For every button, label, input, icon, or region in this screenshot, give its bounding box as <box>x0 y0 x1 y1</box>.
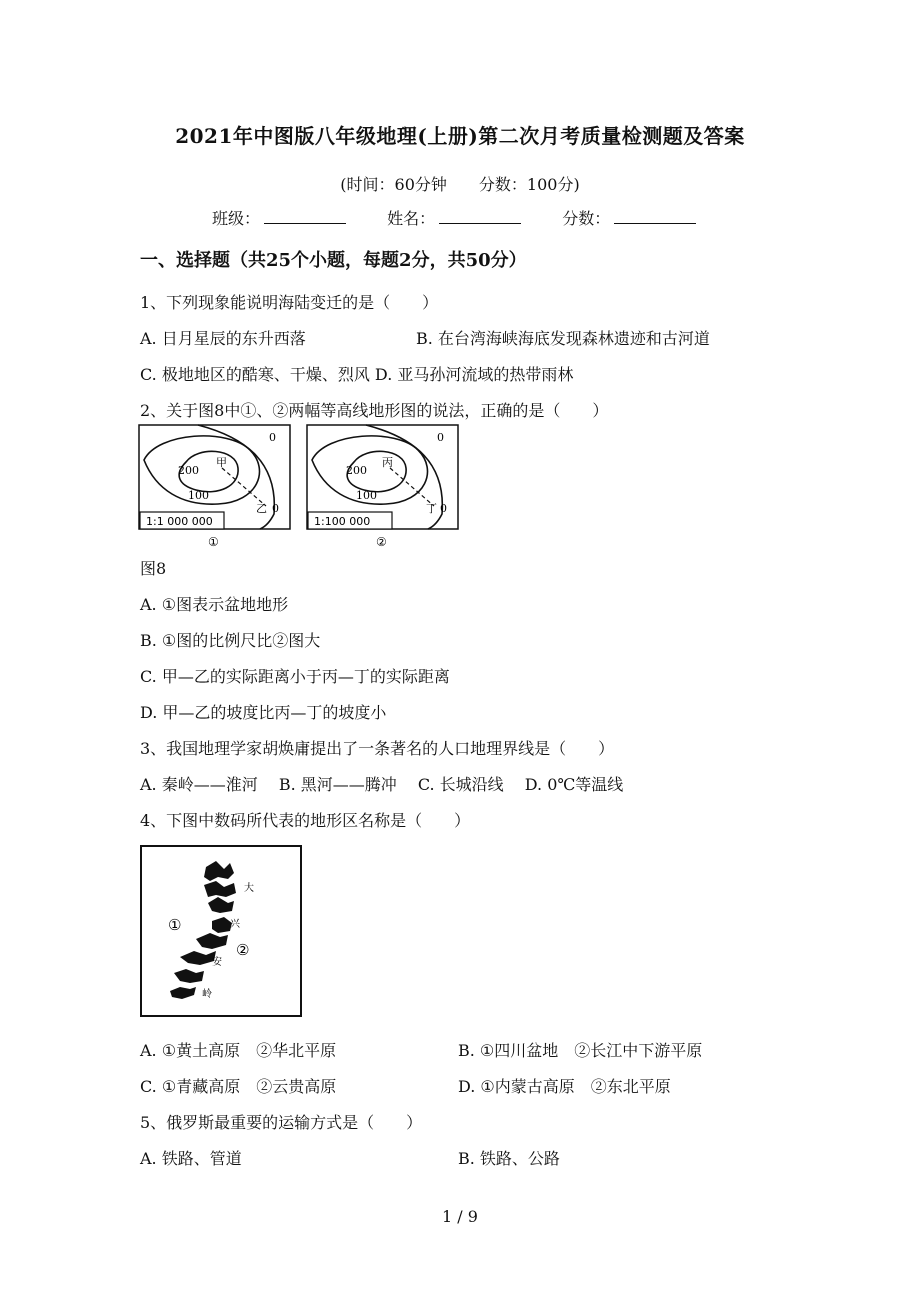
q3-stem: 3、我国地理学家胡焕庸提出了一条著名的人口地理界线是（ ） <box>140 739 615 758</box>
map1-label-100: 100 <box>188 489 209 502</box>
map1-label-0b: 0 <box>272 502 279 515</box>
map1-label-0a: 0 <box>269 431 276 444</box>
range-char-1: 大 <box>244 883 254 894</box>
map2-number: ② <box>376 535 387 549</box>
q2-option-b: B. ①图的比例尺比②图大 <box>140 631 321 650</box>
q2-option-c: C. 甲—乙的实际距离小于丙—丁的实际距离 <box>140 667 450 686</box>
score-blank <box>614 209 696 224</box>
page-number: 1 / 9 <box>442 1207 478 1226</box>
class-label: 班级： <box>212 209 261 228</box>
class-blank <box>264 209 346 224</box>
contour-map-2 <box>306 424 460 552</box>
range-char-2: 兴 <box>230 919 240 930</box>
q4-option-c: C. ①青藏高原 ②云贵高原 <box>140 1077 337 1096</box>
q2-option-a: A. ①图表示盆地地形 <box>140 595 289 614</box>
q2-option-d: D. 甲—乙的坡度比丙—丁的坡度小 <box>140 703 387 722</box>
q1-stem: 1、下列现象能说明海陆变迁的是（ ） <box>140 293 439 312</box>
score-label: 分数： <box>562 209 611 228</box>
map2-point-1: 丙 <box>382 456 393 469</box>
q4-option-a: A. ①黄土高原 ②华北平原 <box>140 1041 337 1060</box>
name-field <box>387 206 521 229</box>
q4-stem: 4、下图中数码所代表的地形区名称是（ ） <box>140 811 471 830</box>
map2-point-2: 丁 <box>426 502 437 515</box>
region-label-1: ① <box>168 916 182 934</box>
q3-options: A. 秦岭——淮河 B. 黑河——腾冲 C. 长城沿线 D. 0℃等温线 <box>140 775 624 794</box>
map1-point-1: 甲 <box>216 456 227 469</box>
q5-option-a: A. 铁路、管道 <box>140 1149 242 1168</box>
name-label: 姓名： <box>387 209 436 228</box>
student-fields <box>212 206 732 229</box>
map1-label-200: 200 <box>178 464 199 477</box>
map2-label-0b: 0 <box>440 502 447 515</box>
q5-option-b: B. 铁路、公路 <box>458 1149 560 1168</box>
mountain-map <box>140 845 302 1017</box>
page-title: 2021年中图版八年级地理(上册)第二次月考质量检测题及答案 <box>175 124 745 148</box>
map1-point-2: 乙 <box>256 502 267 515</box>
name-blank <box>439 209 521 224</box>
q5-stem: 5、俄罗斯最重要的运输方式是（ ） <box>140 1113 423 1132</box>
range-char-4: 岭 <box>202 989 212 1000</box>
exam-info: (时间：60分钟 分数：100分) <box>340 175 580 194</box>
map2-label-200: 200 <box>346 464 367 477</box>
class-field <box>212 206 346 229</box>
map1-number: ① <box>208 535 219 549</box>
map1-scale: 1:1 000 000 <box>146 515 213 528</box>
range-char-3: 安 <box>212 957 222 968</box>
contour-map-1 <box>138 424 292 552</box>
q1-option-a: A. 日月星辰的东升西落 <box>140 329 306 348</box>
q1-option-cd: C. 极地地区的酷寒、干燥、烈风 D. 亚马孙河流域的热带雨林 <box>140 365 574 384</box>
map2-scale: 1:100 000 <box>314 515 371 528</box>
map2-label-100: 100 <box>356 489 377 502</box>
q2-stem: 2、关于图8中①、②两幅等高线地形图的说法，正确的是（ ） <box>140 401 609 420</box>
q1-option-b: B. 在台湾海峡海底发现森林遗迹和古河道 <box>416 329 710 348</box>
figure-caption: 图8 <box>140 559 167 578</box>
score-field <box>562 206 696 229</box>
map2-label-0a: 0 <box>437 431 444 444</box>
region-label-2: ② <box>236 941 250 959</box>
q4-option-b: B. ①四川盆地 ②长江中下游平原 <box>458 1041 703 1060</box>
q4-option-d: D. ①内蒙古高原 ②东北平原 <box>458 1077 671 1096</box>
section-heading: 一、选择题（共25个小题，每题2分，共50分） <box>140 250 527 271</box>
